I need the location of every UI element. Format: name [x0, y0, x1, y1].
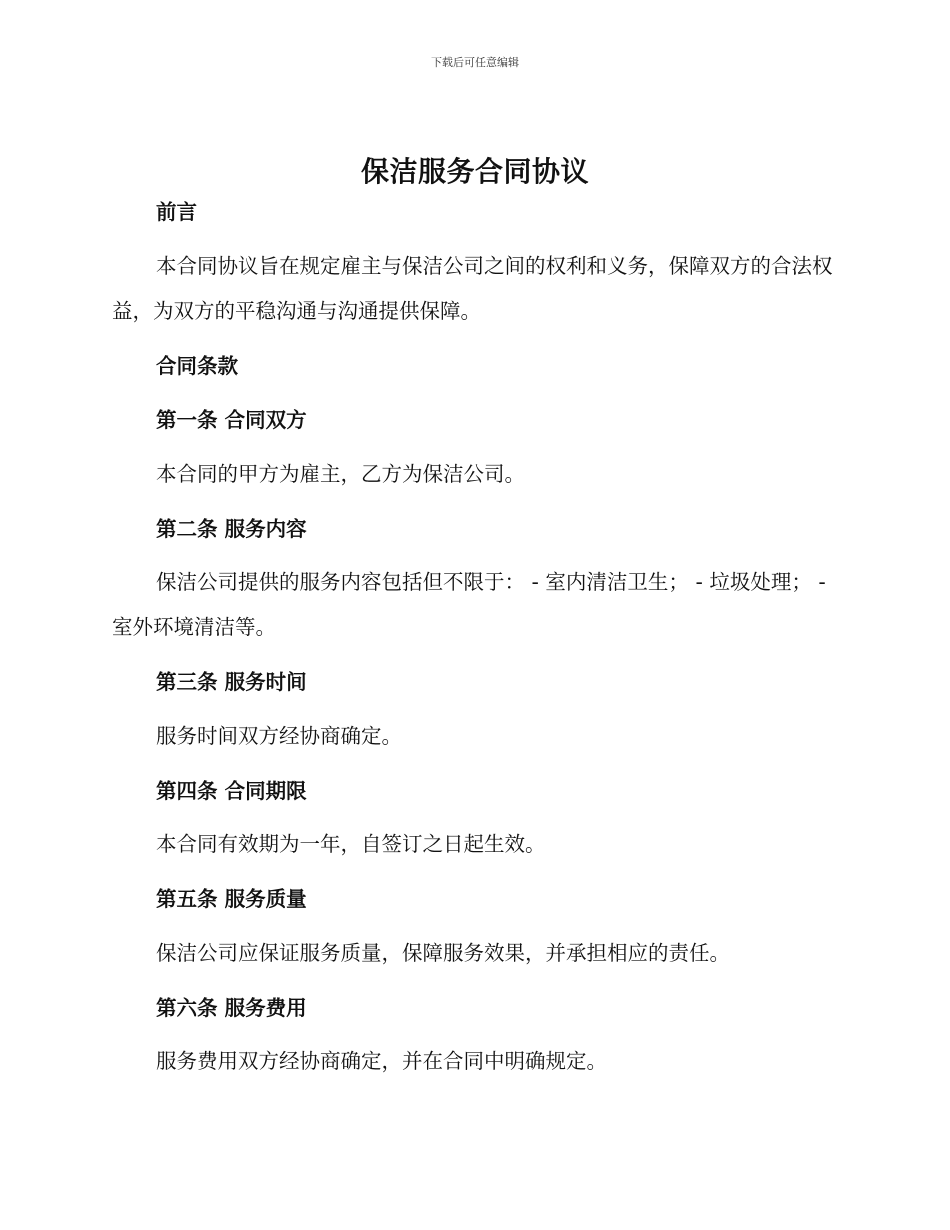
article-3-heading: 第三条 服务时间	[156, 670, 307, 694]
preface-heading: 前言	[156, 200, 197, 224]
article-4-heading: 第四条 合同期限	[156, 779, 307, 803]
article-2-heading: 第二条 服务内容	[156, 517, 307, 541]
header-note: 下载后可任意编辑	[431, 56, 519, 69]
document-title: 保洁服务合同协议	[360, 155, 589, 188]
preface-paragraph: 本合同协议旨在规定雇主与保洁公司之间的权利和义务，保障双方的合法权益，为双方的平稳沟通与沟通提供保障。	[112, 254, 833, 323]
article-6-heading: 第六条 服务费用	[156, 996, 307, 1020]
article-1-heading: 第一条 合同双方	[156, 408, 307, 432]
article-2-text: 保洁公司提供的服务内容包括但不限于： - 室内清洁卫生； - 垃圾处理； - 室外环境清洁等。	[112, 570, 826, 639]
terms-heading: 合同条款	[156, 354, 238, 378]
article-1-text: 本合同的甲方为雇主，乙方为保洁公司。	[156, 462, 525, 486]
article-5-text: 保洁公司应保证服务质量，保障服务效果，并承担相应的责任。	[156, 941, 730, 965]
article-4-text: 本合同有效期为一年，自签订之日起生效。	[156, 832, 546, 856]
article-3-text: 服务时间双方经协商确定。	[156, 724, 402, 748]
article-5-heading: 第五条 服务质量	[156, 887, 307, 911]
article-6-text: 服务费用双方经协商确定，并在合同中明确规定。	[156, 1049, 607, 1073]
